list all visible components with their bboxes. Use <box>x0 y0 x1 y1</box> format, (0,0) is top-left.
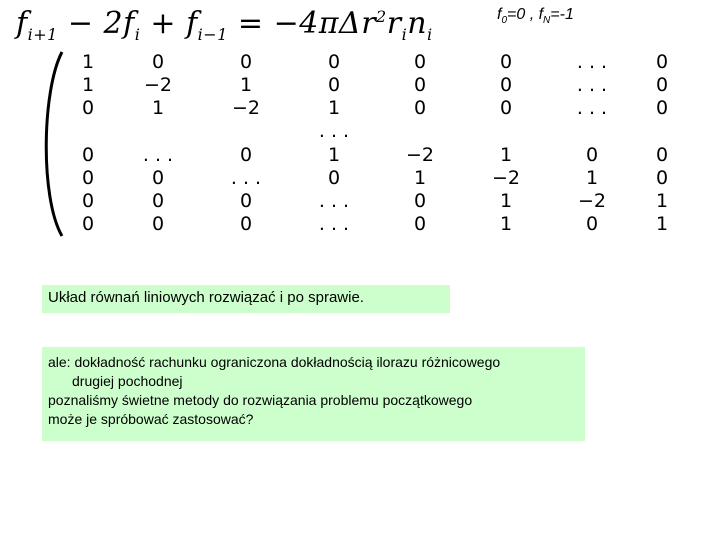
matrix-cell: 1 <box>81 74 95 96</box>
matrix-cell: 0 <box>239 51 253 73</box>
matrix-cell: 1 <box>327 144 341 166</box>
matrix-cell: 1 <box>327 97 341 119</box>
matrix-cell: 0 <box>81 190 95 212</box>
matrix-cell: 0 <box>81 144 95 166</box>
matrix-cell: 0 <box>239 190 253 212</box>
matrix-cell: 0 <box>81 167 95 189</box>
matrix-cell: 0 <box>585 144 599 166</box>
matrix-cell: . . . <box>576 97 608 119</box>
matrix-cell: 0 <box>151 51 165 73</box>
matrix-cell: 0 <box>81 97 95 119</box>
matrix-cell: 1 <box>655 190 669 212</box>
matrix-cell: 0 <box>239 144 253 166</box>
matrix-cell: . . . <box>318 190 350 212</box>
note-remarks <box>42 347 585 441</box>
note-remark-line: poznaliśmy świetne metody do rozwiązania problemu początkowego <box>48 392 473 408</box>
matrix-cell: 0 <box>413 97 427 119</box>
matrix-cell: 0 <box>655 74 669 96</box>
tridiagonal-matrix <box>0 0 720 250</box>
matrix-cell: 0 <box>413 51 427 73</box>
matrix-cell: 1 <box>81 51 95 73</box>
matrix-cell: 0 <box>655 51 669 73</box>
matrix-cell: 0 <box>655 144 669 166</box>
matrix-cell: . . . <box>142 144 174 166</box>
matrix-cell: 0 <box>655 97 669 119</box>
matrix-cell: −2 <box>577 190 607 212</box>
matrix-cell: . . . <box>318 120 350 142</box>
matrix-cell: 0 <box>499 74 513 96</box>
matrix-cell: 0 <box>327 74 341 96</box>
matrix-cell: 0 <box>151 190 165 212</box>
matrix-cell: . . . <box>576 51 608 73</box>
matrix-cell: 0 <box>499 97 513 119</box>
matrix-cell: 1 <box>499 144 513 166</box>
matrix-cell: . . . <box>318 213 350 235</box>
matrix-cell: 0 <box>151 213 165 235</box>
matrix-cell: 1 <box>499 213 513 235</box>
note-remark-line: ale: dokładność rachunku ograniczona dokładnością ilorazu różnicowego <box>48 354 501 370</box>
note-remark-line: może je spróbować zastosować? <box>48 411 254 427</box>
matrix-cell: 0 <box>239 213 253 235</box>
note-remark-line: drugiej pochodnej <box>72 373 183 389</box>
matrix-cell: 0 <box>499 51 513 73</box>
matrix-cell: 0 <box>413 213 427 235</box>
difference-equation: $f_{i+1} - 2f_i + f_{i-1} = -4\pi\Delta r^2r_in_i$ <box>16 6 433 44</box>
matrix-cell: 1 <box>239 74 253 96</box>
matrix-cell: −2 <box>231 97 261 119</box>
matrix-cell: −2 <box>405 144 435 166</box>
matrix-cell: 0 <box>413 74 427 96</box>
matrix-cell: 0 <box>413 190 427 212</box>
matrix-cell: 1 <box>499 190 513 212</box>
matrix-cell: 0 <box>327 167 341 189</box>
matrix-cell: 1 <box>151 97 165 119</box>
boundary-conditions: $f_0=0$ , $f_N=-1$ <box>497 6 574 27</box>
matrix-cell: −2 <box>143 74 173 96</box>
matrix-cell: . . . <box>230 167 262 189</box>
matrix-cell: 1 <box>655 213 669 235</box>
matrix-cell: −2 <box>491 167 521 189</box>
matrix-cell: 0 <box>655 167 669 189</box>
matrix-cell: 0 <box>81 213 95 235</box>
matrix-cell: 1 <box>585 167 599 189</box>
matrix-cell: 1 <box>413 167 427 189</box>
matrix-cell: . . . <box>576 74 608 96</box>
matrix-cell: 0 <box>327 51 341 73</box>
matrix-cell: 0 <box>151 167 165 189</box>
note-solve-linear-system: Układ równań liniowych rozwiązać i po sprawie. <box>42 285 450 313</box>
matrix-cell: 0 <box>585 213 599 235</box>
